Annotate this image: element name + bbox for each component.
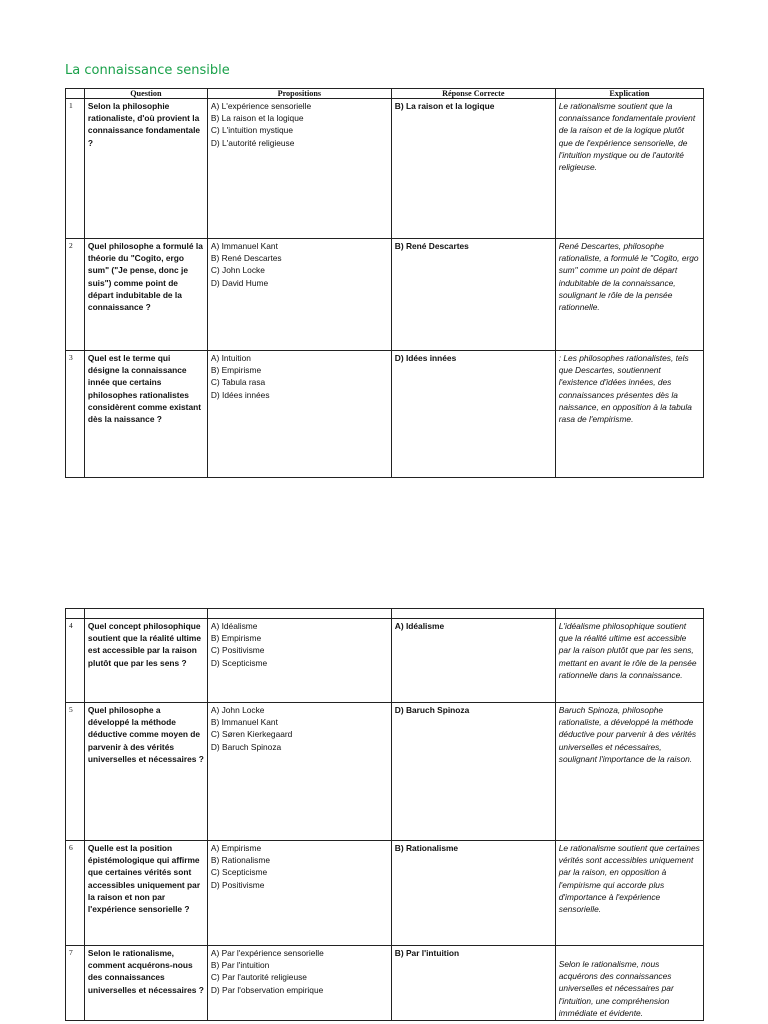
header-empty-cell [391,609,555,619]
option-d: D) Baruch Spinoza [210,741,282,752]
explanation-cell: Le rationalisme soutient que certaines vérités sont accessibles uniquement par la raison, en opposition à l'empirisme qui accorde plus d'importance à l'expérience sensorielle. [555,841,703,946]
option-c: C) Positivisme [210,645,265,656]
option-a: A) Intuition [210,353,251,363]
header-reponse: Réponse Correcte [391,89,555,99]
option-b: B) Par l'intuition [210,960,270,971]
header-propositions: Propositions [207,89,391,99]
row-number: 2 [66,239,85,351]
quiz-table-2 [65,608,704,1021]
option-b: B) René Descartes [210,253,282,264]
table-row [66,239,704,351]
options-cell [207,946,391,1021]
question-cell: Quel concept philosophique soutient que la réalité ultime est accessible par la raison plutôt que par les sens ? [84,619,207,703]
question-cell: Quelle est la position épistémologique qui affirme que certaines vérités sont accessibles uniquement par la raison et non par l'expérience sensorielle ? [84,841,207,946]
quiz-table-1 [65,88,704,478]
answer-cell: B) Rationalisme [391,841,555,946]
row-number: 7 [66,946,85,1021]
option-b: B) La raison et la logique [210,113,304,124]
option-a: A) Par l'expérience sensorielle [210,948,324,958]
explanation-cell: L'idéalisme philosophique soutient que la réalité ultime est accessible par la raison plutôt que par les sens, mettant en avant le rôle de la pensée rationnelle dans la connaissance. [555,619,703,703]
answer-cell: B) René Descartes [391,239,555,351]
table-row [66,946,704,1021]
option-b: B) Empirisme [210,633,262,644]
option-d: D) Par l'observation empirique [210,984,324,995]
option-c: C) Par l'autorité religieuse [210,972,307,983]
question-cell: Selon la philosophie rationaliste, d'où provient la connaissance fondamentale ? [84,99,207,239]
table-row [66,99,704,239]
question-cell: Quel philosophe a formulé la théorie du "Cogito, ergo sum" ("Je pense, donc je suis") comme point de départ indubitable de la connaissance ? [84,239,207,351]
question-cell: Quel est le terme qui désigne la connaissance innée que certains philosophes rationalistes considèrent comme existant dès la naissance ? [84,351,207,478]
option-d: D) L'autorité religieuse [210,137,295,148]
option-a: A) Empirisme [210,843,262,853]
option-d: D) Idées innées [210,389,270,400]
option-b: B) Rationalisme [210,855,270,866]
header-empty-cell [555,609,703,619]
header-explication: Explication [555,89,703,99]
table-header-row [66,89,704,99]
question-cell: Quel philosophe a développé la méthode déductive comme moyen de parvenir à des vérités universelles et nécessaires ? [84,703,207,841]
header-question: Question [84,89,207,99]
row-number: 1 [66,99,85,239]
row-number: 3 [66,351,85,478]
option-b: B) Immanuel Kant [210,717,278,728]
option-a: A) Immanuel Kant [210,241,278,251]
options-cell [207,619,391,703]
question-cell: Selon le rationalisme, comment acquérons-nous des connaissances universelles et nécessaires ? [84,946,207,1021]
option-d: D) David Hume [210,277,269,288]
option-d: D) Positivisme [210,879,265,890]
option-a: A) L'expérience sensorielle [210,101,312,111]
option-d: D) Scepticisme [210,657,268,668]
option-a: A) John Locke [210,705,265,715]
row-number: 5 [66,703,85,841]
header-number [66,89,85,99]
answer-cell: B) Par l'intuition [391,946,555,1021]
explanation-cell: Le rationalisme soutient que la connaissance fondamentale provient de la raison et de la logique plutôt que de l'expérience sensorielle, de l'intuition mystique ou de l'autorité religieuse. [555,99,703,239]
options-cell [207,239,391,351]
explanation-cell: Selon le rationalisme, nous acquérons des connaissances universelles et nécessaires par l'intuition, une compréhension immédiate et évidente. [555,946,703,1021]
option-c: C) John Locke [210,265,265,276]
table-row [66,619,704,703]
options-cell [207,841,391,946]
explanation-cell: René Descartes, philosophe rationaliste, a formulé le "Cogito, ergo sum" comme un point de départ indubitable de la connaissance, soulignant le rôle de la pensée rationnelle. [555,239,703,351]
header-empty-cell [66,609,85,619]
option-c: C) Søren Kierkegaard [210,729,293,740]
option-c: C) Scepticisme [210,867,268,878]
options-cell [207,703,391,841]
option-a: A) Idéalisme [210,621,258,631]
option-c: C) L'intuition mystique [210,125,294,136]
option-c: C) Tabula rasa [210,377,266,388]
header-empty-cell [207,609,391,619]
header-empty-cell [84,609,207,619]
table-row [66,703,704,841]
table-row [66,841,704,946]
options-cell [207,351,391,478]
option-b: B) Empirisme [210,365,262,376]
options-cell [207,99,391,239]
answer-cell: D) Baruch Spinoza [391,703,555,841]
table-header-row [66,609,704,619]
page-title: La connaissance sensible [65,63,230,78]
table-row [66,351,704,478]
explanation-cell: : Les philosophes rationalistes, tels que Descartes, soutiennent l'existence d'idées innées, des connaissances présentes dès la naissance, en opposition à la tabula rasa de l'empirisme. [555,351,703,478]
answer-cell: A) Idéalisme [391,619,555,703]
answer-cell: B) La raison et la logique [391,99,555,239]
row-number: 6 [66,841,85,946]
explanation-cell: Baruch Spinoza, philosophe rationaliste, a développé la méthode déductive pour parvenir à des vérités universelles et nécessaires, soulignant l'importance de la raison. [555,703,703,841]
answer-cell: D) Idées innées [391,351,555,478]
row-number: 4 [66,619,85,703]
